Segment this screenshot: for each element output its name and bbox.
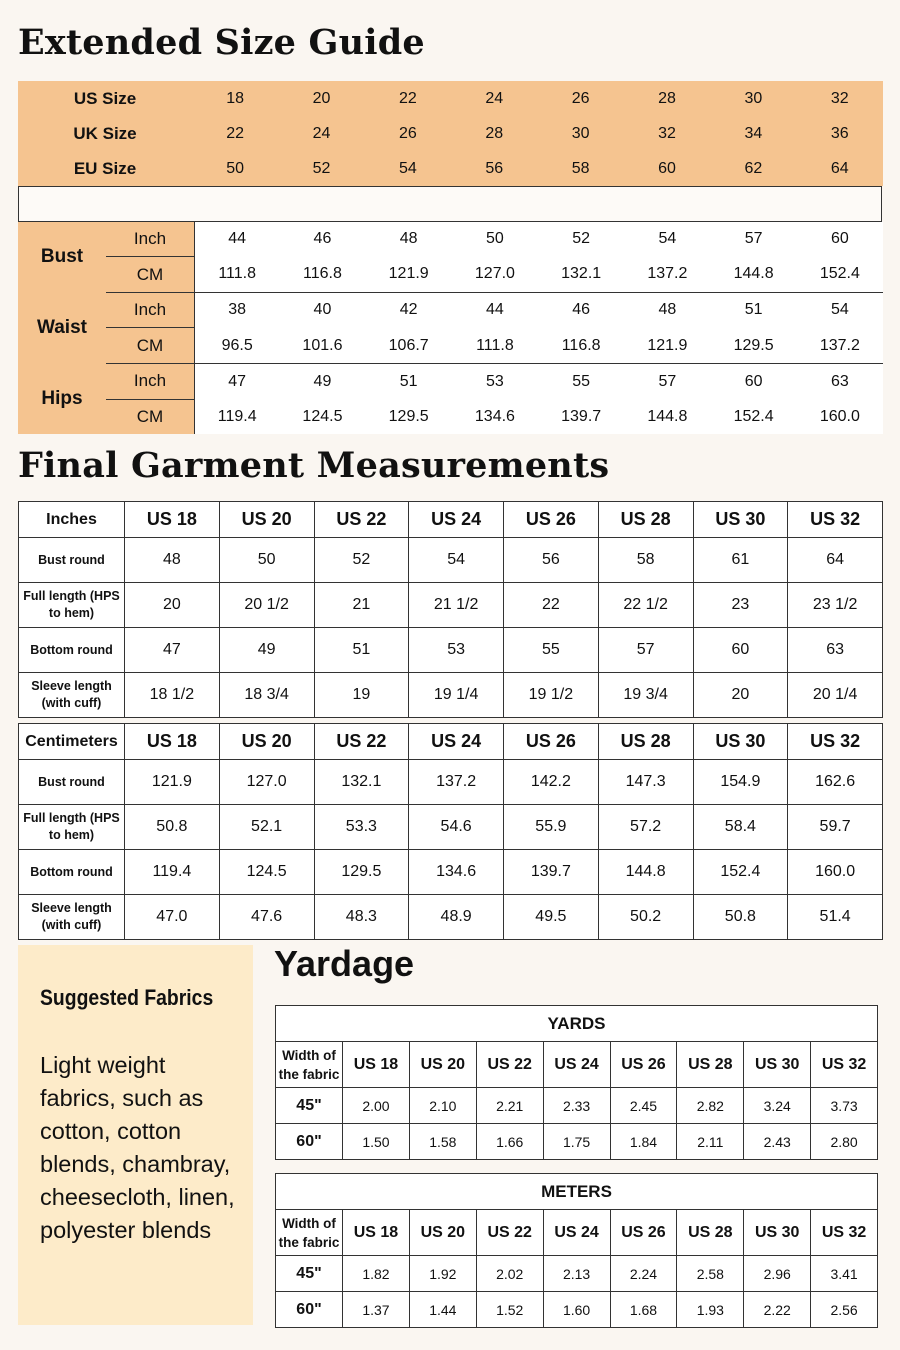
- table-row: [19, 538, 883, 583]
- row-label: 60": [276, 1292, 343, 1328]
- table-cell: 58: [598, 538, 693, 583]
- table-cell: 47.0: [125, 895, 220, 940]
- table-cell: 19 1/2: [504, 673, 599, 718]
- measurement-inch-row: [18, 292, 883, 328]
- table-cell: 1.84: [610, 1124, 677, 1160]
- yardage-header-row: [276, 1210, 878, 1256]
- measurement-value: 96.5: [195, 328, 280, 364]
- measurement-value: 127.0: [452, 257, 538, 293]
- measurement-value: 52: [538, 222, 624, 257]
- size-cell: 28: [485, 124, 504, 142]
- size-cell: 56: [485, 159, 504, 177]
- table-cell: 57.2: [598, 805, 693, 850]
- measurement-value: 111.8: [452, 328, 538, 364]
- size-guide-title: Extended Size Guide: [18, 22, 425, 63]
- row-label: Sleeve length (with cuff): [19, 895, 125, 940]
- table-cell: 19 1/4: [409, 673, 504, 718]
- table-cell: 58.4: [693, 805, 788, 850]
- table-cell: 160.0: [788, 850, 883, 895]
- table-cell: 18 3/4: [219, 673, 314, 718]
- table-cell: 53: [409, 628, 504, 673]
- suggested-fabrics-box: [18, 945, 253, 1325]
- table-cell: 1.92: [409, 1256, 476, 1292]
- measurement-value: 46: [279, 222, 365, 257]
- table-row: [19, 673, 883, 718]
- size-row-label: US Size: [73, 88, 137, 108]
- measurement-value: 63: [797, 364, 883, 400]
- table-cell: 56: [504, 538, 599, 583]
- table-cell: 152.4: [693, 850, 788, 895]
- table-cell: 2.80: [811, 1124, 878, 1160]
- size-cell: 62: [744, 159, 763, 177]
- table-cell: 49: [219, 628, 314, 673]
- measurement-value: 137.2: [797, 328, 883, 364]
- size-cell: 64: [830, 159, 849, 177]
- row-label: Full length (HPS to hem): [19, 583, 125, 628]
- size-row: [18, 81, 883, 116]
- row-label: Full length (HPS to hem): [19, 805, 125, 850]
- fabrics-title: Suggested Fabrics: [40, 985, 214, 1010]
- measurement-value: 111.8: [195, 257, 280, 293]
- measurement-value: 53: [452, 364, 538, 400]
- measurement-value: 144.8: [711, 257, 797, 293]
- measurement-value: 106.7: [366, 328, 452, 364]
- table-cell: 47.6: [219, 895, 314, 940]
- measurement-value: 119.4: [195, 399, 280, 434]
- table-cell: 54.6: [409, 805, 504, 850]
- table-cell: 52.1: [219, 805, 314, 850]
- row-label: Bottom round: [19, 850, 125, 895]
- measurement-value: 152.4: [797, 257, 883, 293]
- table-cell: 139.7: [504, 850, 599, 895]
- table-cell: 2.22: [744, 1292, 811, 1328]
- size-header: US 32: [811, 1210, 878, 1256]
- unit-header: Inches: [19, 502, 125, 538]
- measurement-value: 51: [711, 292, 797, 328]
- table-cell: 21 1/2: [409, 583, 504, 628]
- table-cell: 22 1/2: [598, 583, 693, 628]
- size-header: US 20: [409, 1042, 476, 1088]
- size-header: US 26: [504, 724, 599, 760]
- yardage-caption: YARDS: [276, 1006, 878, 1042]
- table-cell: 20: [125, 583, 220, 628]
- measurement-value: 160.0: [797, 399, 883, 434]
- size-header: US 26: [610, 1210, 677, 1256]
- table-cell: 48.3: [314, 895, 409, 940]
- size-header: US 30: [693, 724, 788, 760]
- measurement-name: Bust: [18, 222, 106, 292]
- table-cell: 2.43: [744, 1124, 811, 1160]
- table-cell: 1.58: [409, 1124, 476, 1160]
- measurement-value: 57: [624, 364, 710, 400]
- size-header: US 24: [409, 502, 504, 538]
- size-row-label: EU Size: [73, 158, 137, 178]
- table-cell: 144.8: [598, 850, 693, 895]
- table-row: [276, 1256, 878, 1292]
- size-cell: 54: [399, 159, 417, 177]
- size-row: [18, 151, 883, 186]
- row-label: 45": [276, 1256, 343, 1292]
- garment-inches-table: [18, 501, 883, 718]
- table-cell: 2.11: [677, 1124, 744, 1160]
- size-cell: 20: [312, 89, 331, 107]
- unit-header: Centimeters: [19, 724, 125, 760]
- size-header: US 20: [409, 1210, 476, 1256]
- measurement-value: 50: [452, 222, 538, 257]
- size-header: US 20: [219, 724, 314, 760]
- table-cell: 61: [693, 538, 788, 583]
- size-header: US 24: [543, 1042, 610, 1088]
- table-row: [19, 583, 883, 628]
- measurement-value: 54: [797, 292, 883, 328]
- measurement-value: 101.6: [279, 328, 365, 364]
- size-header: US 28: [677, 1042, 744, 1088]
- table-cell: 64: [788, 538, 883, 583]
- size-cell: 22: [226, 124, 245, 142]
- size-cell: 32: [830, 89, 849, 107]
- table-cell: 50.2: [598, 895, 693, 940]
- measurement-cm-row: [18, 257, 883, 293]
- table-cell: 3.24: [744, 1088, 811, 1124]
- table-cell: 54: [409, 538, 504, 583]
- measurement-value: 48: [624, 292, 710, 328]
- size-header: US 32: [788, 502, 883, 538]
- measurement-value: 144.8: [624, 399, 710, 434]
- yardage-caption-row: [276, 1006, 878, 1042]
- size-header: US 26: [610, 1042, 677, 1088]
- measurement-cm-row: [18, 328, 883, 364]
- table-cell: 48: [125, 538, 220, 583]
- size-header: US 32: [788, 724, 883, 760]
- size-header: US 26: [504, 502, 599, 538]
- table-cell: 121.9: [125, 760, 220, 805]
- table-cell: 2.24: [610, 1256, 677, 1292]
- table-cell: 55: [504, 628, 599, 673]
- table-cell: 50: [219, 538, 314, 583]
- table-cell: 50.8: [125, 805, 220, 850]
- size-guide-spacer: [18, 186, 882, 222]
- size-cell: 28: [658, 89, 676, 107]
- measurement-value: 137.2: [624, 257, 710, 293]
- size-header: US 22: [476, 1210, 543, 1256]
- yardage-caption: METERS: [276, 1174, 878, 1210]
- unit-label: Inch: [106, 292, 195, 328]
- table-cell: 23 1/2: [788, 583, 883, 628]
- table-cell: 2.10: [409, 1088, 476, 1124]
- size-cell: 30: [571, 124, 590, 142]
- size-header: US 28: [598, 502, 693, 538]
- size-cell: 50: [226, 159, 245, 177]
- size-cell: 32: [658, 124, 676, 142]
- table-cell: 162.6: [788, 760, 883, 805]
- table-cell: 55.9: [504, 805, 599, 850]
- table-cell: 154.9: [693, 760, 788, 805]
- measurement-value: 121.9: [366, 257, 452, 293]
- fabrics-text: Light weight fabrics, such as cotton, cotton blends, chambray, cheesecloth, linen, polyester blends: [40, 1052, 235, 1243]
- measurement-name: Waist: [18, 292, 106, 363]
- size-cell: 18: [226, 89, 245, 107]
- table-row: [276, 1124, 878, 1160]
- table-cell: 2.00: [343, 1088, 410, 1124]
- size-row: [18, 116, 883, 151]
- table-cell: 147.3: [598, 760, 693, 805]
- table-cell: 3.73: [811, 1088, 878, 1124]
- size-cell: 58: [571, 159, 590, 177]
- measurement-value: 121.9: [624, 328, 710, 364]
- garment-title: Final Garment Measurements: [18, 445, 610, 486]
- size-cell: 24: [485, 89, 504, 107]
- yardage-meters-table: [275, 1173, 878, 1328]
- size-cell: 36: [830, 124, 849, 142]
- size-conversion-header: [18, 81, 883, 186]
- measurement-value: 134.6: [452, 399, 538, 434]
- table-row: [19, 628, 883, 673]
- table-cell: 129.5: [314, 850, 409, 895]
- size-cell: 24: [312, 124, 331, 142]
- table-cell: 20 1/4: [788, 673, 883, 718]
- table-cell: 52: [314, 538, 409, 583]
- size-row-label: UK Size: [73, 123, 137, 143]
- table-cell: 1.75: [543, 1124, 610, 1160]
- yardage-caption-row: [276, 1174, 878, 1210]
- measurement-inch-row: [18, 222, 883, 257]
- table-cell: 20: [693, 673, 788, 718]
- row-label: 60": [276, 1124, 343, 1160]
- table-cell: 2.21: [476, 1088, 543, 1124]
- size-cell: 26: [399, 124, 417, 142]
- table-cell: 134.6: [409, 850, 504, 895]
- measurement-name: Hips: [18, 364, 106, 434]
- table-cell: 57: [598, 628, 693, 673]
- table-cell: 1.52: [476, 1292, 543, 1328]
- table-cell: 1.60: [543, 1292, 610, 1328]
- measurement-value: 46: [538, 292, 624, 328]
- width-label: Width of the fabric: [276, 1210, 343, 1256]
- table-cell: 22: [504, 583, 599, 628]
- measurement-value: 49: [279, 364, 365, 400]
- unit-label: CM: [106, 257, 195, 293]
- size-header: US 28: [677, 1210, 744, 1256]
- table-cell: 3.41: [811, 1256, 878, 1292]
- table-cell: 127.0: [219, 760, 314, 805]
- measurement-value: 116.8: [538, 328, 624, 364]
- table-cell: 132.1: [314, 760, 409, 805]
- measurement-value: 57: [711, 222, 797, 257]
- table-cell: 23: [693, 583, 788, 628]
- table-cell: 19 3/4: [598, 673, 693, 718]
- measurement-value: 42: [366, 292, 452, 328]
- table-row: [276, 1088, 878, 1124]
- table-cell: 1.68: [610, 1292, 677, 1328]
- size-cell: 30: [744, 89, 763, 107]
- measurement-value: 132.1: [538, 257, 624, 293]
- table-cell: 1.66: [476, 1124, 543, 1160]
- row-label: Sleeve length (with cuff): [19, 673, 125, 718]
- table-cell: 1.37: [343, 1292, 410, 1328]
- size-header: US 32: [811, 1042, 878, 1088]
- measurement-value: 54: [624, 222, 710, 257]
- measurement-value: 129.5: [366, 399, 452, 434]
- size-cell: 22: [399, 89, 417, 107]
- measurement-value: 60: [711, 364, 797, 400]
- table-cell: 2.33: [543, 1088, 610, 1124]
- table-cell: 1.93: [677, 1292, 744, 1328]
- table-cell: 20 1/2: [219, 583, 314, 628]
- size-header: US 30: [693, 502, 788, 538]
- table-cell: 2.82: [677, 1088, 744, 1124]
- table-row: [19, 805, 883, 850]
- measurement-value: 124.5: [279, 399, 365, 434]
- body-measurements-table: [18, 222, 883, 434]
- size-header: US 18: [343, 1210, 410, 1256]
- unit-label: CM: [106, 328, 195, 364]
- size-header: US 30: [744, 1042, 811, 1088]
- measurement-inch-row: [18, 364, 883, 400]
- size-header: US 22: [314, 502, 409, 538]
- table-cell: 137.2: [409, 760, 504, 805]
- table-cell: 2.13: [543, 1256, 610, 1292]
- yardage-title: Yardage: [274, 943, 415, 984]
- garment-cm-table: [18, 723, 883, 940]
- measurement-value: 51: [366, 364, 452, 400]
- size-header: US 28: [598, 724, 693, 760]
- table-cell: 2.02: [476, 1256, 543, 1292]
- table-cell: 2.45: [610, 1088, 677, 1124]
- unit-label: Inch: [106, 222, 195, 257]
- measurement-value: 55: [538, 364, 624, 400]
- size-header: US 20: [219, 502, 314, 538]
- table-cell: 63: [788, 628, 883, 673]
- measurement-value: 139.7: [538, 399, 624, 434]
- table-cell: 1.44: [409, 1292, 476, 1328]
- row-label: Bottom round: [19, 628, 125, 673]
- row-label: 45": [276, 1088, 343, 1124]
- size-cell: 52: [312, 159, 331, 177]
- unit-label: Inch: [106, 364, 195, 400]
- size-cell: 26: [571, 89, 590, 107]
- row-label: Bust round: [19, 538, 125, 583]
- table-cell: 124.5: [219, 850, 314, 895]
- size-header: US 30: [744, 1210, 811, 1256]
- size-header: US 24: [409, 724, 504, 760]
- yardage-yards-table: [275, 1005, 878, 1160]
- size-cell: 34: [744, 124, 763, 142]
- size-header: US 22: [476, 1042, 543, 1088]
- size-cell: 60: [658, 159, 676, 177]
- table-cell: 2.58: [677, 1256, 744, 1292]
- size-header: US 18: [125, 724, 220, 760]
- table-cell: 1.50: [343, 1124, 410, 1160]
- size-header: US 18: [343, 1042, 410, 1088]
- table-cell: 59.7: [788, 805, 883, 850]
- table-row: [276, 1292, 878, 1328]
- row-label: Bust round: [19, 760, 125, 805]
- table-cell: 47: [125, 628, 220, 673]
- table-cell: 53.3: [314, 805, 409, 850]
- measurement-value: 60: [797, 222, 883, 257]
- measurement-value: 152.4: [711, 399, 797, 434]
- yardage-header-row: [276, 1042, 878, 1088]
- width-label: Width of the fabric: [276, 1042, 343, 1088]
- table-cell: 50.8: [693, 895, 788, 940]
- table-cell: 51: [314, 628, 409, 673]
- table-cell: 2.56: [811, 1292, 878, 1328]
- measurement-cm-row: [18, 399, 883, 434]
- size-header: US 24: [543, 1210, 610, 1256]
- measurement-value: 40: [279, 292, 365, 328]
- table-cell: 142.2: [504, 760, 599, 805]
- table-cell: 2.96: [744, 1256, 811, 1292]
- table-cell: 119.4: [125, 850, 220, 895]
- size-header: US 22: [314, 724, 409, 760]
- table-row: [19, 895, 883, 940]
- table-cell: 18 1/2: [125, 673, 220, 718]
- measurement-value: 44: [452, 292, 538, 328]
- table-cell: 19: [314, 673, 409, 718]
- table-cell: 48.9: [409, 895, 504, 940]
- table-cell: 21: [314, 583, 409, 628]
- measurement-value: 47: [195, 364, 280, 400]
- measurement-value: 116.8: [279, 257, 365, 293]
- table-cell: 51.4: [788, 895, 883, 940]
- measurement-value: 38: [195, 292, 280, 328]
- table-cell: 49.5: [504, 895, 599, 940]
- table-row: [19, 850, 883, 895]
- measurement-value: 129.5: [711, 328, 797, 364]
- size-header: US 18: [125, 502, 220, 538]
- measurement-value: 48: [366, 222, 452, 257]
- measurement-value: 44: [195, 222, 280, 257]
- unit-label: CM: [106, 399, 195, 434]
- table-cell: 1.82: [343, 1256, 410, 1292]
- table-row: [19, 760, 883, 805]
- table-cell: 60: [693, 628, 788, 673]
